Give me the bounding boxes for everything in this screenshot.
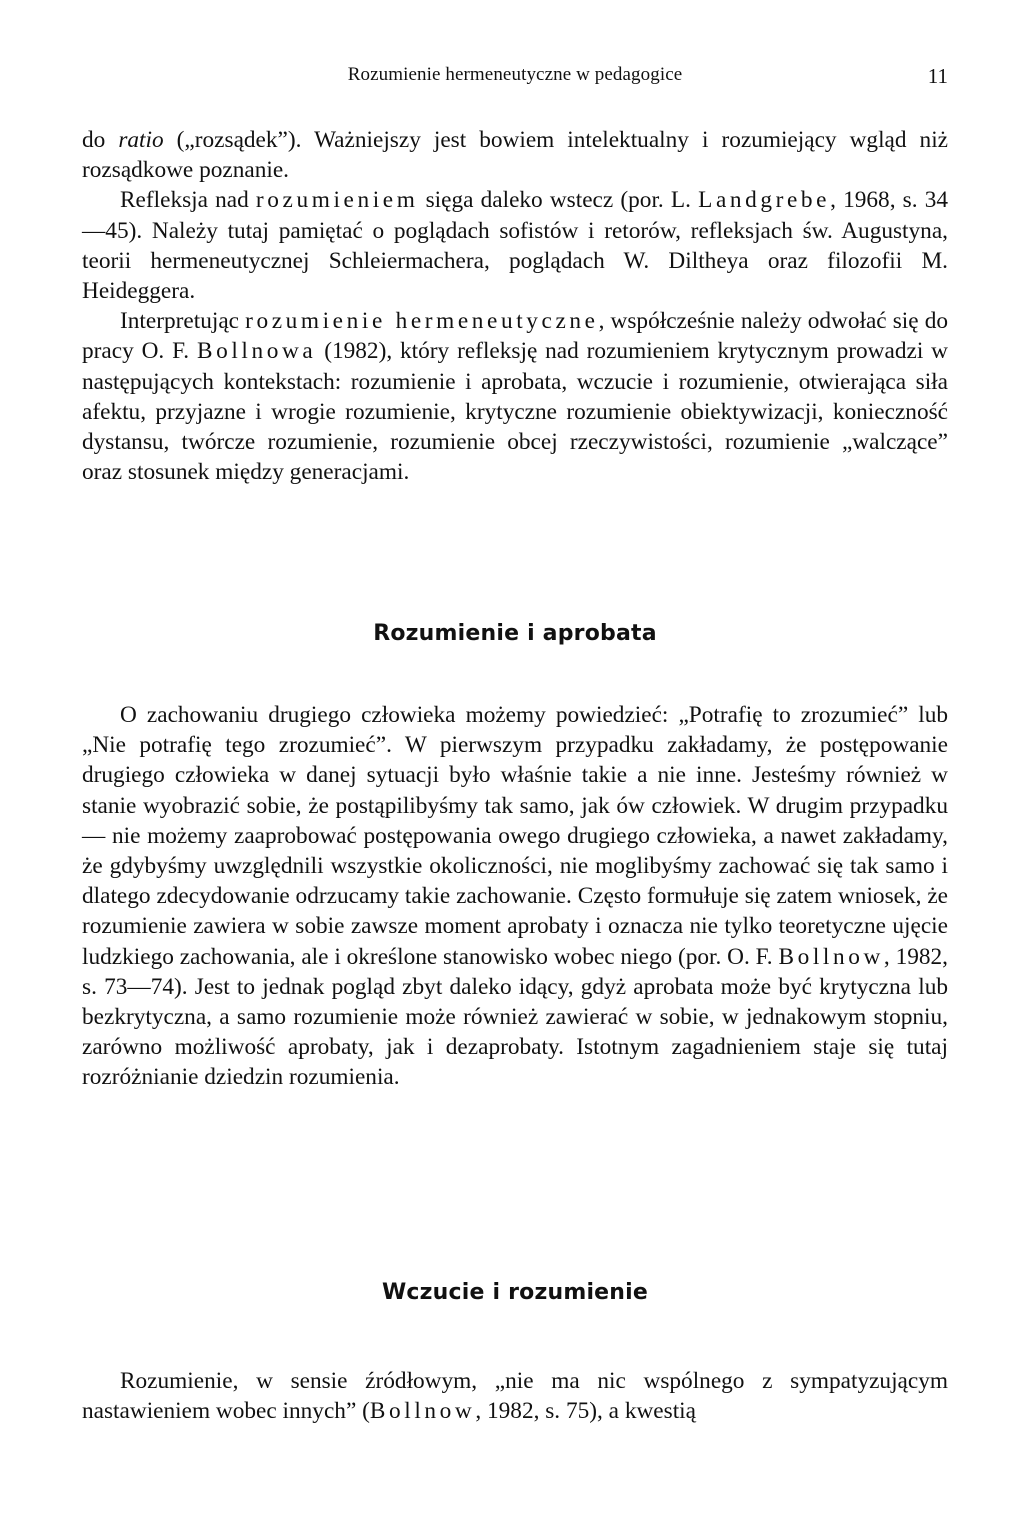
author-bollnow: Bollnow [778, 943, 884, 970]
intro-text-block [82, 125, 948, 487]
text-run: , współcześnie należy odwołać się do pracy O. F. [82, 308, 949, 365]
text-run: Interpretując [120, 308, 246, 335]
text-run: Refleksja nad [120, 187, 256, 214]
paragraph-section1-1 [82, 700, 948, 1093]
section-heading-wczucie-i-rozumienie: Wczucie i rozumienie [381, 1280, 649, 1305]
text-run: O zachowaniu drugiego człowieka możemy powiedzieć: „Potrafię to zrozumieć” lub „Nie potrafię tego zrozumieć”. W pierwszym przypadku zakładamy, że postępowanie drugiego człowieka w danej sytuacji było właśnie takie a nie inne. Jesteśmy również w stanie wyobrazić sobie, że postąpilibyśmy tak samo, jak ów człowiek. W drugim przypadku — nie możemy zaaprobować postępowania owego drugiego człowieka, a nawet zakładamy, że gdybyśmy uwzględnili wszystkie okoliczności, nie moglibyśmy zachować się tak samo i dlatego zdecydowanie odrzucamy takie zachowanie. Często formułuje się zatem wniosek, że rozumienie zawiera w sobie zawsze moment aprobaty i oznacza nie tylko teoretyczne ujęcie ludzkiego zachowania, ale i określone stanowisko wobec niego (por. O. F. [82, 702, 948, 970]
spaced-term-rozumieniem: rozumieniem [255, 187, 419, 214]
author-bollnow: Bollnow [369, 1398, 476, 1425]
author-bollnowa: Bollnowa [196, 338, 317, 365]
paragraph-section2-1 [82, 1366, 948, 1426]
section2-text-block [82, 1366, 948, 1426]
section-heading-rozumienie-i-aprobata: Rozumienie i aprobata [373, 621, 657, 646]
text-run: („rozsądek”). Ważniejszy jest bowiem intelektualny i rozumiejący wgląd niż rozsądkowe poznanie. [82, 127, 949, 184]
page-number: 11 [927, 64, 948, 88]
text-run: , 1968, s. 34—45). Należy tutaj pamiętać o poglądach sofistów i retorów, refleksjach św. Augustyna, teorii hermeneutycznej Schleiermachera, poglądach W. Diltheya oraz filozofii M. Heideggera. [82, 187, 949, 305]
text-run: Rozumienie, w sensie źródłowym, „nie ma nic wspólnego z sympatyzującym nastawieniem wobec innych” ( [82, 1368, 948, 1425]
text-run: , 1982, s. 73—74). Jest to jednak pogląd zbyt daleko idący, gdyż aprobata może być krytyczna lub bezkrytyczna, a samo rozumienie może również zawierać w sobie, w jednakowym stopniu, zarówno możliwość aprobaty, jak i dezaprobaty. Istotnym zagadnieniem staje się tutaj rozróżnianie dziedzin rozumienia. [82, 943, 948, 1091]
running-head [82, 64, 948, 94]
text-run: do [82, 127, 119, 153]
book-page [82, 0, 948, 1518]
text-run: sięga daleko wstecz (por. L. [418, 187, 699, 214]
paragraph-intro-1 [82, 125, 948, 185]
paragraph-intro-2 [82, 185, 948, 306]
running-title: Rozumienie hermeneutyczne w pedagogice [347, 64, 683, 85]
spaced-term-rozumienie-hermeneutyczne: rozumienie hermeneutyczne [245, 308, 599, 335]
text-run: (1982), który refleksję nad rozumieniem krytycznym prowadzi w następujących kontekstach: rozumienie i aprobata, wczucie i rozumienie, otwierająca siła afektu, przyjazne i wrogie rozumienie, krytyczne rozumienie obiektywizacji, konieczność dystansu, twórcze rozumienie, rozumienie obcej rzeczywistości, rozumienie „walczące” oraz stosunek między generacjami. [82, 338, 948, 486]
text-run: , 1982, s. 75), a kwestią [475, 1398, 696, 1425]
paragraph-intro-3 [82, 306, 948, 487]
author-landgrebe: Landgrebe [698, 187, 831, 214]
section1-text-block [82, 700, 948, 1093]
latin-term-ratio: ratio [118, 127, 164, 153]
